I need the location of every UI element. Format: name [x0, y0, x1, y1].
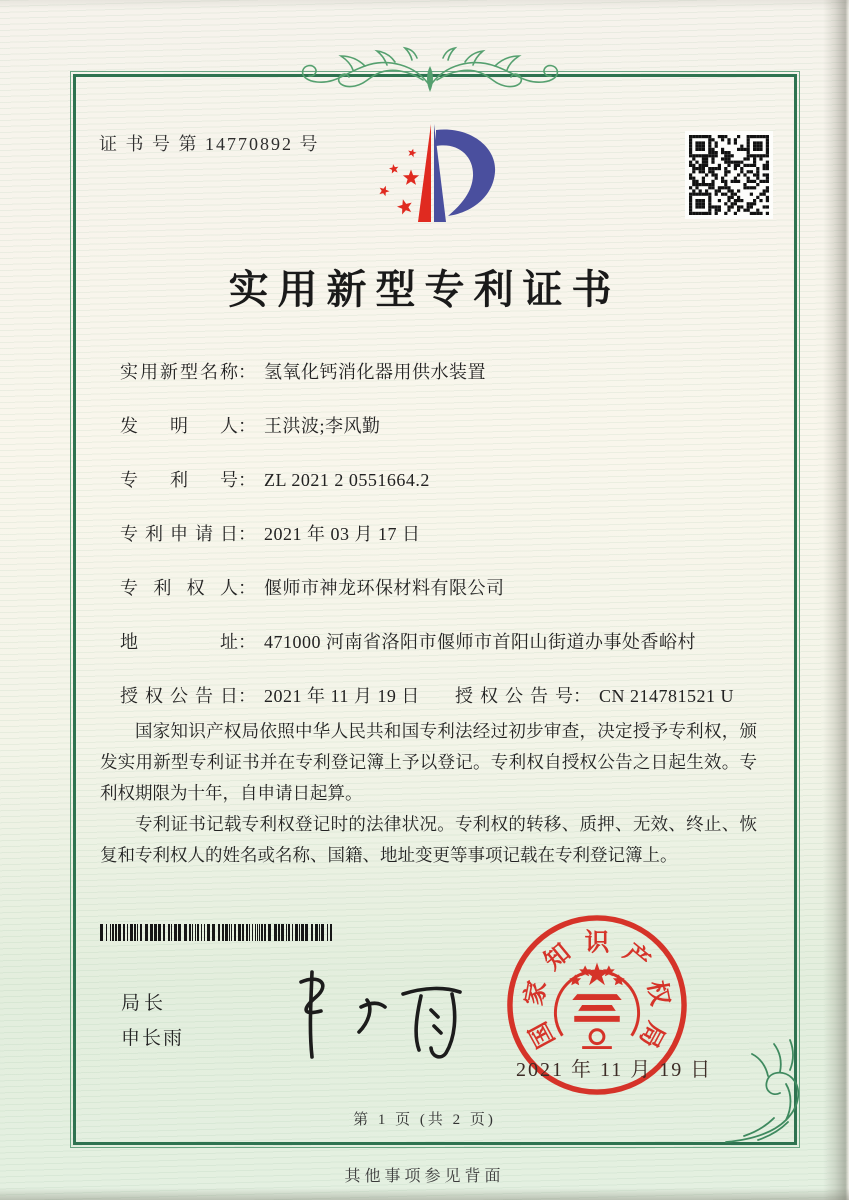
field-label: 专利申请日: [120, 524, 238, 544]
svg-text:局: 局: [633, 1017, 670, 1052]
field-value: 471000 河南省洛阳市偃师市首阳山街道办事处香峪村: [264, 632, 696, 652]
cnipa-logo: [366, 120, 502, 230]
field-label: 发明人: [120, 416, 238, 436]
page-indicator: 第 1 页 (共 2 页): [353, 1112, 496, 1128]
barcode: [100, 924, 332, 941]
field-row-patentee: [120, 574, 789, 600]
field-value: 2021 年 03 月 17 日: [264, 524, 421, 544]
grant-date-value: 2021 年 11 月 19 日: [264, 686, 420, 706]
top-flourish-ornament: [295, 46, 565, 98]
grant-number-value: CN 214781521 U: [599, 686, 735, 706]
commissioner-title: 局长: [121, 993, 168, 1014]
field-colon: ：: [238, 578, 256, 598]
legal-text: [100, 716, 757, 871]
field-label: 专利号: [120, 470, 238, 490]
field-row-patent-no: [120, 466, 789, 492]
legal-paragraph-1: 国家知识产权局依照中华人民共和国专利法经过初步审查，决定授予专利权，颁发实用新型专利证书并在专利登记簿上予以登记。专利权自授权公告之日起生效。专利权期限为十年，自申请日起算。: [100, 721, 757, 803]
legal-paragraph-2: 专利证书记载专利权登记时的法律状况。专利权的转移、质押、无效、终止、恢复和专利权人的姓名或名称、国籍、地址变更等事项记载在专利登记簿上。: [100, 814, 757, 865]
field-colon: ：: [238, 632, 256, 652]
signature-handwriting: [255, 960, 470, 1065]
certificate-title: 实用新型专利证书: [228, 267, 621, 312]
svg-text:家: 家: [520, 978, 552, 1008]
field-label: 地址: [120, 632, 238, 652]
field-colon: ：: [238, 524, 256, 544]
seal-date: 2021 年 11 月 19 日: [516, 1059, 713, 1081]
logo-stars: [379, 149, 419, 215]
field-value: 氢氧化钙消化器用供水装置: [264, 362, 486, 382]
seal-ring-text: [520, 929, 675, 1053]
field-colon: ：: [238, 470, 256, 490]
field-colon: ：: [573, 686, 591, 706]
svg-text:知: 知: [539, 938, 576, 976]
qr-code-pattern: [687, 133, 771, 217]
field-row-name: [120, 358, 789, 384]
field-row-address: [120, 628, 789, 654]
svg-text:识: 识: [584, 929, 610, 957]
field-colon: ：: [238, 686, 256, 706]
grant-number-pair: [455, 682, 734, 708]
scan-edge-shadow-top: [0, 0, 849, 10]
field-row-grant: [120, 682, 789, 708]
field-label: 实用新型名称: [120, 362, 238, 382]
svg-text:产: 产: [618, 938, 655, 976]
field-row-filing-date: [120, 520, 789, 546]
seal-national-emblem: [555, 962, 638, 1047]
scan-edge-shadow-bottom: [0, 1188, 849, 1200]
certificate-number: 证 书 号 第 14770892 号: [99, 134, 320, 154]
scan-edge-shadow-right: [823, 0, 849, 1200]
grant-number-label: 授权公告号: [455, 686, 573, 706]
corner-ornament: [722, 1036, 806, 1148]
field-colon: ：: [238, 362, 256, 382]
grant-date-label: 授权公告日: [120, 686, 238, 706]
field-value: ZL 2021 2 0551664.2: [264, 470, 430, 490]
commissioner-name: 申长雨: [121, 1028, 185, 1049]
svg-text:权: 权: [642, 978, 674, 1008]
qr-code: [685, 131, 773, 219]
field-row-inventor: [120, 412, 789, 438]
field-colon: ：: [238, 416, 256, 436]
field-value: 王洪波;李风勤: [264, 416, 381, 436]
back-side-note: 其他事项参见背面: [344, 1168, 505, 1185]
field-label: 专利权人: [120, 578, 238, 598]
svg-text:国: 国: [524, 1017, 561, 1052]
field-value: 偃师市神龙环保材料有限公司: [264, 578, 505, 598]
